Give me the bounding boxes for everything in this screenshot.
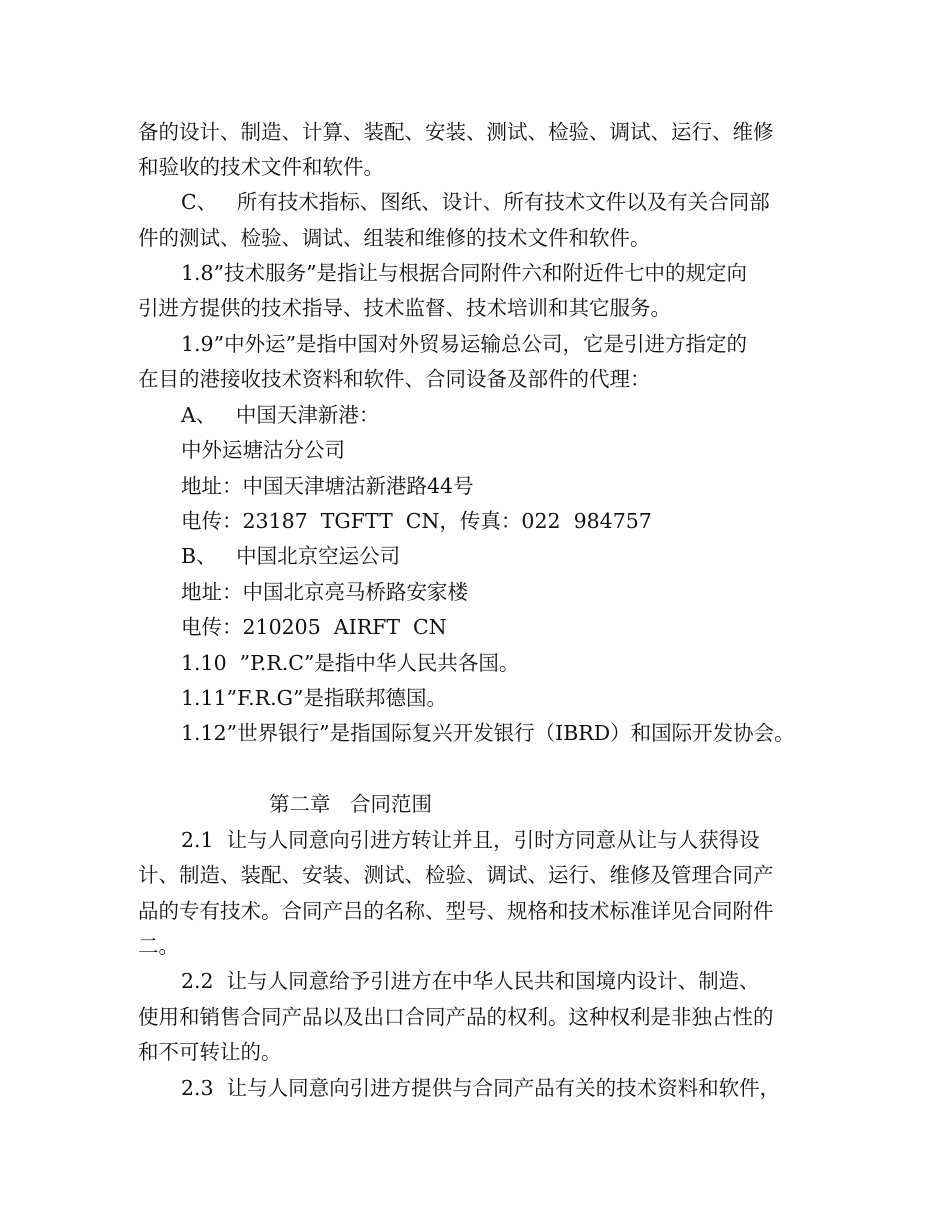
text-line: 1.8”技术服务”是指让与根据合同附件六和附近件七中的规定向 (181, 261, 748, 285)
text-line: C、 所有技术指标、图纸、设计、所有技术文件以及有关合同部 (181, 190, 770, 214)
text-line: 2.1 让与人同意向引进方转让并且，引时方同意从让与人获得设 (181, 828, 760, 852)
text-line: 二。 (138, 934, 179, 958)
text-line: 品的专有技术。合同产吕的名称、型号、规格和技术标准详见合同附件 (138, 899, 774, 923)
text-line: 1.11”F.R.G”是指联邦德国。 (181, 686, 447, 710)
text-line: A、 中国天津新港： (181, 403, 380, 427)
text-line: 1.12”世界银行”是指国际复兴开发银行（IBRD）和国际开发协会。 (181, 721, 795, 745)
text-line: 2.2 让与人同意给予引进方在中华人民共和国境内设计、制造、 (181, 969, 760, 993)
text-line: 计、制造、装配、安装、测试、检验、调试、运行、维修及管理合同产 (138, 863, 774, 887)
text-line: 中外运塘沽分公司 (181, 438, 345, 462)
text-line: 1.9”中外运”是指中国对外贸易运输总公司，它是引进方指定的 (181, 332, 748, 356)
text-line: 电传：23187 TGFTT CN，传真：022 984757 (181, 509, 652, 533)
text-line: 在目的港接收技术资料和软件、合同设备及部件的代理： (138, 367, 651, 391)
text-line: 1.10 ”P.R.C”是指中华人民共各国。 (181, 651, 520, 675)
text-line: 和验收的技术文件和软件。 (138, 155, 384, 179)
text-line: 件的测试、检验、调试、组装和维修的技术文件和软件。 (138, 226, 651, 250)
text-line: 引进方提供的技术指导、技术监督、技术培训和其它服务。 (138, 296, 671, 320)
chapter-heading: 第二章 合同范围 (269, 792, 433, 816)
text-line: 电传：210205 AIRFT CN (181, 615, 447, 639)
text-line: 使用和销售合同产品以及出口合同产品的权利。这种权利是非独占性的 (138, 1005, 774, 1029)
text-line: 地址：中国北京亮马桥路安家楼 (181, 580, 468, 604)
text-line: 备的设计、制造、计算、装配、安装、测试、检验、调试、运行、维修 (138, 120, 774, 144)
text-line: 地址：中国天津塘沽新港路44号 (181, 474, 474, 498)
text-line: 和不可转让的。 (138, 1040, 282, 1064)
text-line: 2.3 让与人同意向引进方提供与合同产品有关的技术资料和软件， (181, 1076, 781, 1100)
text-line: B、 中国北京空运公司 (181, 544, 401, 568)
